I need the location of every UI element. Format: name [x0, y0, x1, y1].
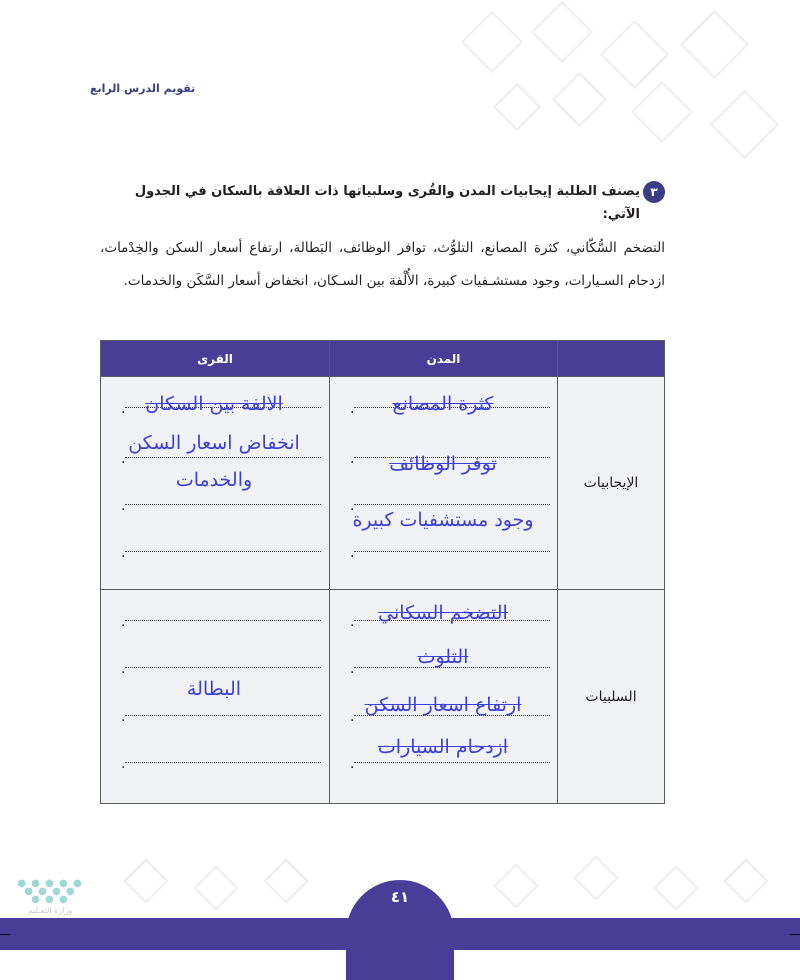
positives-villages-cell[interactable]: . . . . الالفة بين السكان انخفاض اسعار السكن والخدمات: [101, 377, 330, 590]
background-decoration: [552, 72, 607, 127]
answer-line: [125, 504, 321, 505]
handwritten-answer: البطالة: [186, 678, 242, 700]
background-decoration: [631, 81, 693, 143]
header-villages: القرى: [101, 341, 330, 377]
handwritten-answer: ازدحام السيارات: [377, 736, 509, 758]
answer-line: [125, 762, 321, 763]
question-number-badge: ٣: [643, 181, 665, 203]
background-decoration: [493, 83, 541, 131]
row-label-positives: الإيجابيات: [558, 377, 665, 590]
logo-mark-icon: ● ● ● ● ● ● ● ● ● ● ● ●: [17, 878, 83, 905]
background-decoration: [123, 858, 168, 903]
background-decoration: [653, 865, 698, 910]
answer-line: [125, 551, 321, 552]
handwritten-answer: الالفة بين السكان: [145, 393, 283, 415]
background-decoration: [710, 90, 779, 159]
question-body: التضخم السُّكّاني، كثرة المصانع، التلوُّث، توافر الوظائف، البَطالة، ارتفاع أسعار السكن والخِدْمات، ازدحام السـيارات، وجود مستشـفيات كبيرة، الأُلْفة بين السـكان، انخفاض أسعار السَّكَن والخدمات.: [100, 240, 665, 289]
answer-line: [354, 504, 550, 505]
answer-line: [125, 457, 321, 458]
background-decoration: [600, 20, 669, 89]
background-decoration: [493, 863, 538, 908]
background-decoration: [263, 858, 308, 903]
question-title: يصنف الطلبة إيجابيات المدن والقُرى وسلبياتها ذات العلاقة بالسكان في الجدول الآتي:: [134, 184, 640, 222]
negatives-villages-cell[interactable]: . . . . البطالة: [101, 590, 330, 804]
crop-mark: [790, 934, 800, 935]
background-decoration: [531, 1, 593, 63]
answer-line: [125, 667, 321, 668]
background-decoration: [573, 855, 618, 900]
background-decoration: [723, 858, 768, 903]
handwritten-answer: توفر الوظائف: [389, 453, 497, 475]
handwritten-answer: التضخم السكاني: [378, 602, 508, 624]
answer-line: [354, 551, 550, 552]
answer-line: [125, 715, 321, 716]
header-corner: [558, 341, 665, 377]
logo-text: وزارة التعـليم: [27, 906, 73, 915]
handwritten-answer: انخفاض اسعار السكن: [128, 432, 300, 454]
background-decoration: [680, 10, 749, 79]
header-cities: المدن: [330, 341, 558, 377]
positives-cities-cell[interactable]: . . . . كثرة المصانع توفر الوظائف وجود مستشفيات كبيرة: [330, 377, 558, 590]
negatives-cities-cell[interactable]: . . . . التضخم السكاني التلوث ارتفاع اسعار السكن ازدحام السيارات: [330, 590, 558, 804]
classification-table: [100, 340, 665, 804]
page-number: ٤١: [390, 888, 410, 906]
handwritten-answer: وجود مستشفيات كبيرة: [352, 509, 534, 531]
background-decoration: [193, 865, 238, 910]
answer-line: [125, 620, 321, 621]
handwritten-answer: ارتفاع اسعار السكن: [364, 694, 522, 716]
background-decoration: [461, 11, 523, 73]
answer-line: [354, 762, 550, 763]
row-label-negatives: السلبيات: [558, 590, 665, 804]
handwritten-answer: التلوث: [417, 646, 469, 668]
handwritten-answer: والخدمات: [175, 469, 253, 491]
ministry-logo: [15, 880, 85, 915]
crop-mark: [0, 934, 10, 935]
handwritten-answer: كثرة المصانع: [392, 393, 494, 415]
lesson-header: تقويم الدرس الرابع: [90, 82, 196, 95]
